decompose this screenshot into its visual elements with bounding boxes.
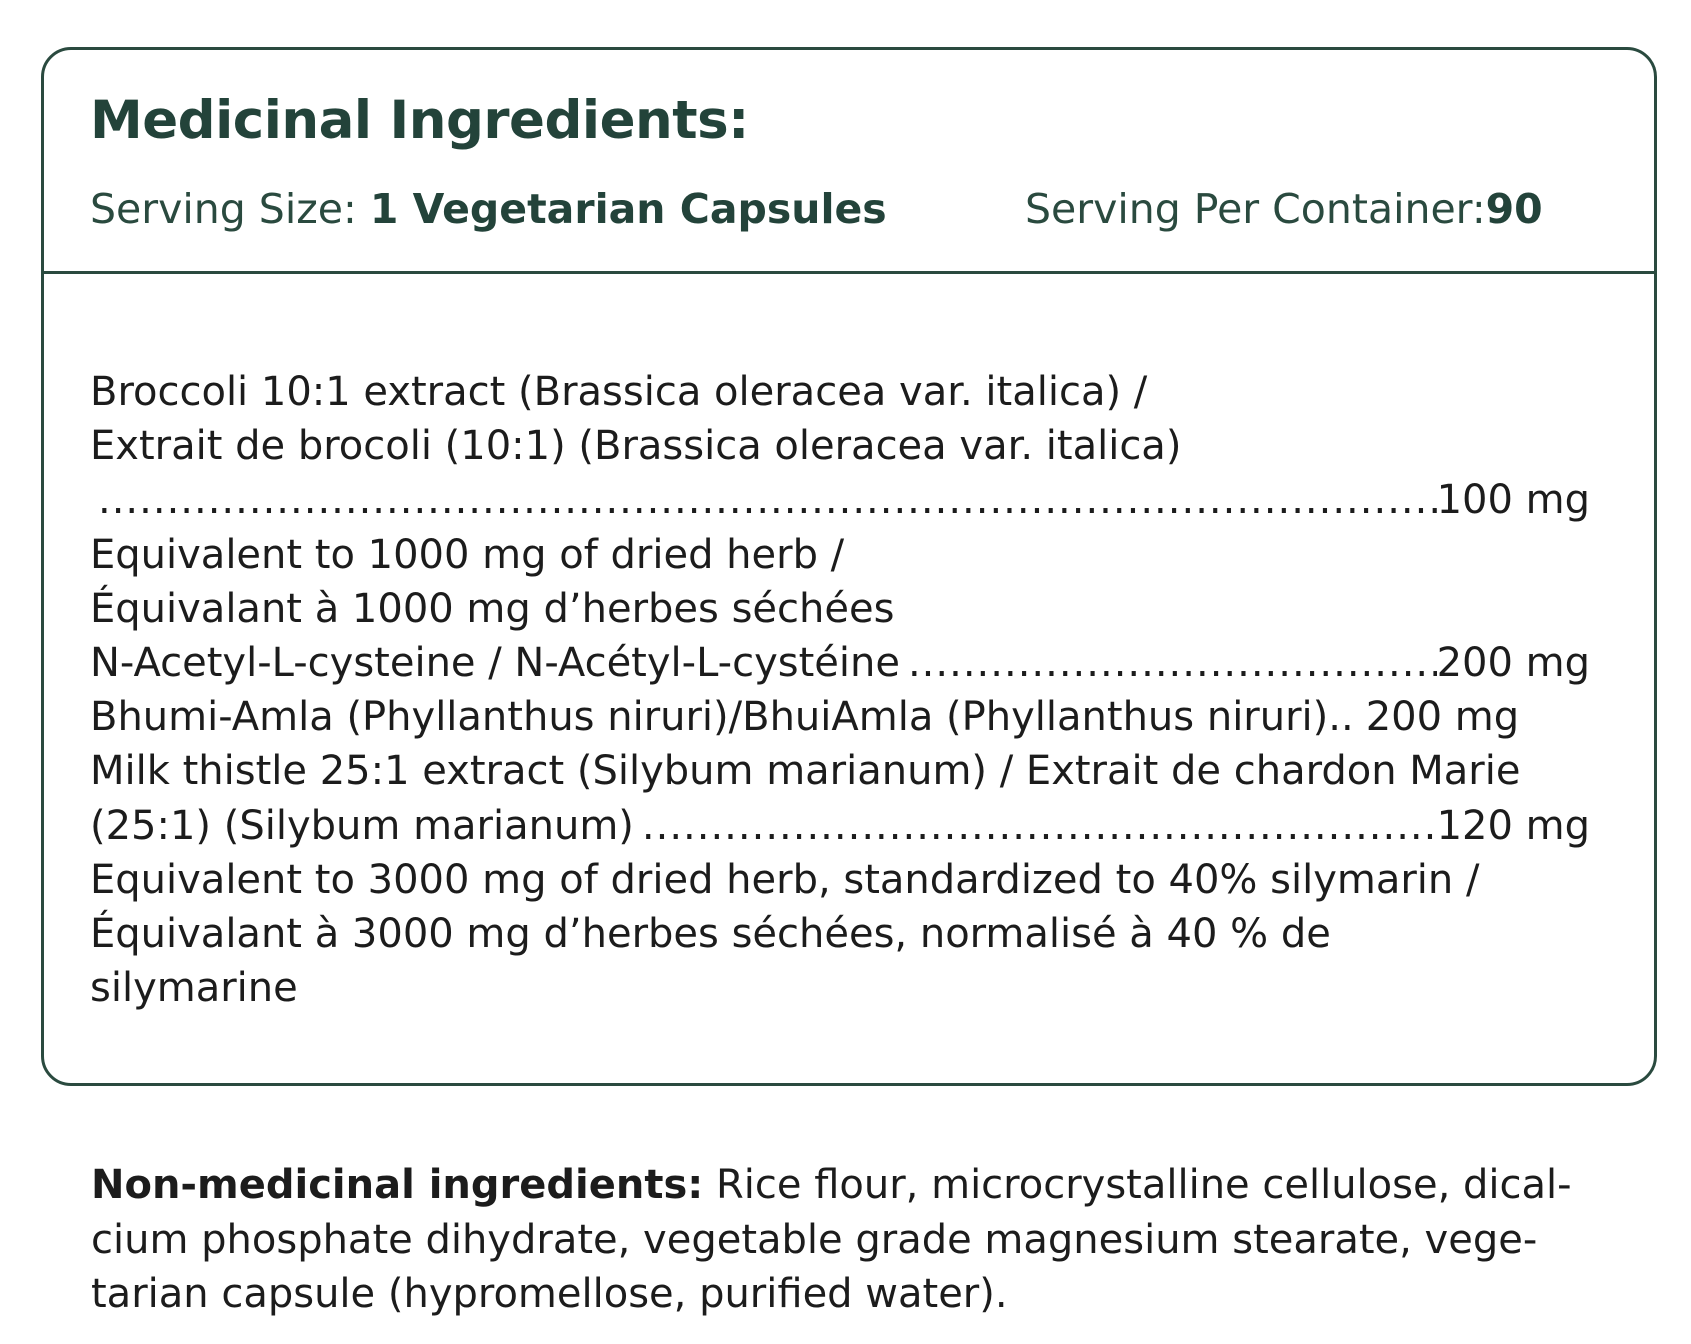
broccoli-equivalent-fr: Équivalant à 1000 mg d’herbes séchées <box>90 585 895 632</box>
bhumi-amla-label: Bhumi-Amla (Phyllanthus niruri)/BhuiAmla (Phyllanthus niruri).. <box>90 694 1354 741</box>
servings-per-container-label: Serving Per Container: <box>1025 185 1486 233</box>
bhumi-amla-row <box>90 690 1600 744</box>
broccoli-equivalent-en: Equivalent to 1000 mg of dried herb / <box>90 531 845 578</box>
non-medicinal-text-3: tarian capsule (hypromellose, purified water). <box>91 1271 1008 1317</box>
dot-leader <box>90 473 1437 527</box>
non-medicinal-text-2: cium phosphate dihydrate, vegetable grade magnesium stearate, vege- <box>91 1216 1538 1263</box>
broccoli-name-en: Broccoli 10:1 extract (Brassica oleracea var. italica) / <box>90 369 1148 415</box>
milk-thistle-equivalent-fr-cont: silymarine <box>90 965 298 1012</box>
milk-thistle-equivalent-en: Equivalent to 3000 mg of dried herb, standardized to 40% silymarin / <box>90 856 1480 903</box>
serving-size <box>90 185 887 233</box>
servings-per-container <box>1025 185 1543 233</box>
non-medicinal-text-1: Rice flour, microcrystalline cellulose, dical- <box>703 1162 1572 1208</box>
nac-label: N-Acetyl-L-cysteine / N-Acétyl-L-cystéine <box>90 639 900 686</box>
milk-thistle-row <box>90 799 1590 853</box>
milk-thistle-name-cont: (25:1) (Silybum marianum) <box>90 802 634 849</box>
medicinal-ingredients-panel <box>41 47 1657 1086</box>
milk-thistle-amount: 120 mg <box>1436 802 1590 849</box>
dot-leader <box>900 636 1437 690</box>
serving-size-label: Serving Size: <box>90 185 370 233</box>
nac-amount: 200 mg <box>1436 639 1590 686</box>
ingredient-list <box>90 365 1630 1015</box>
nac-row <box>90 636 1590 690</box>
non-medicinal-ingredients <box>91 1158 1611 1322</box>
serving-size-value: 1 Vegetarian Capsules <box>369 185 887 233</box>
servings-per-container-value: 90 <box>1485 185 1543 233</box>
milk-thistle-name: Milk thistle 25:1 extract (Silybum marianum) / Extrait de chardon Marie <box>90 748 1521 795</box>
header-divider <box>44 271 1654 274</box>
bhumi-amla-amount: 200 mg <box>1365 694 1520 741</box>
broccoli-amount: 100 mg <box>1436 477 1590 524</box>
milk-thistle-equivalent-fr: Équivalant à 3000 mg d’herbes séchées, normalisé à 40 % de <box>90 910 1331 957</box>
broccoli-amount-row <box>90 473 1590 527</box>
dot-leader <box>634 799 1437 853</box>
non-medicinal-label: Non-medicinal ingredients: <box>91 1162 704 1208</box>
broccoli-name-fr: Extrait de brocoli (10:1) (Brassica oleracea var. italica) <box>90 423 1182 470</box>
panel-title: Medicinal Ingredients: <box>90 90 749 151</box>
